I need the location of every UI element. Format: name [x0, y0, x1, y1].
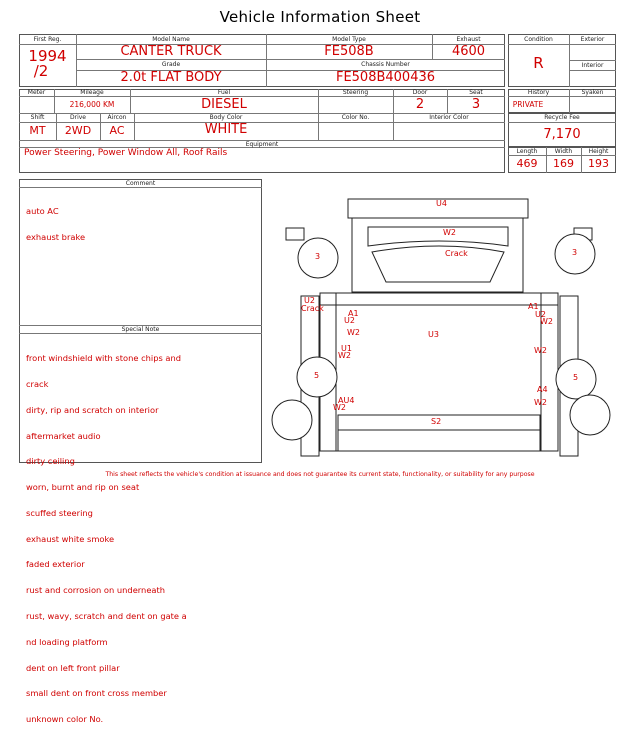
comment-line: exhaust brake [26, 231, 86, 242]
damage-u2-right: U2 [535, 310, 546, 319]
body-color-value: WHITE [204, 122, 248, 137]
left-mirror [286, 228, 304, 240]
special-note-label: Special Note [121, 326, 160, 333]
height-value: 193 [588, 157, 609, 170]
truck-damage-diagram [270, 180, 630, 470]
damage-au4-left: AU4 [338, 396, 355, 405]
model-name-label: Model Name [152, 36, 190, 43]
seat-value: 3 [471, 97, 481, 112]
comment-label: Comment [125, 180, 156, 187]
fuel-label: Fuel [217, 89, 231, 96]
disclaimer: This sheet reflects the vehicle's condition at issuance and does not guarantee its current state, functionality, or suitability for any purpose [105, 471, 535, 478]
damage-a4-right: A4 [537, 385, 548, 394]
exhaust-label: Exhaust [456, 36, 481, 43]
special-note-line: worn, burnt and rip on seat [26, 482, 140, 493]
damage-tire-rl: 5 [314, 371, 320, 380]
special-note-line: nd loading platform [26, 636, 108, 647]
exhaust-value: 4600 [451, 44, 486, 59]
damage-u2-left-edge: U2 [304, 296, 315, 305]
damage-w2-right-lower: W2 [534, 398, 547, 407]
condition-label: Condition [524, 36, 553, 43]
damage-w2-left-upper: W2 [347, 328, 360, 337]
history-value: PRIVATE [512, 100, 544, 109]
damage-tire-rr: 5 [573, 373, 579, 382]
mileage-value: 216,000 KM [69, 100, 115, 109]
first-reg-label: First Reg. [33, 36, 62, 43]
drive-value: 2WD [64, 124, 92, 137]
body-color-label: Body Color [209, 114, 243, 121]
grade-label: Grade [161, 61, 181, 68]
damage-u2-left: U2 [344, 316, 355, 325]
damage-s2-rear: S2 [431, 417, 442, 426]
comment-list [26, 190, 85, 250]
seat-label: Seat [469, 89, 483, 96]
damage-w2-left-lower: W2 [333, 403, 346, 412]
special-note-line: small dent on front cross member [26, 688, 167, 699]
recycle-fee-label: Recycle Fee [544, 114, 580, 121]
length-value: 469 [516, 157, 538, 170]
color-no-label: Color No. [341, 114, 370, 121]
width-label: Width [554, 148, 573, 155]
damage-u3-center: U3 [428, 330, 439, 339]
damage-a1-left: A1 [348, 309, 359, 318]
shift-label: Shift [30, 114, 45, 121]
chassis-number-value: FE508B400436 [335, 70, 436, 85]
special-note-line: dirty ceiling [26, 456, 75, 467]
special-note-line: front windshield with stone chips and [26, 353, 182, 364]
damage-w2-right-upper: W2 [540, 317, 553, 326]
special-note-list [26, 337, 187, 732]
model-type-label: Model Type [332, 36, 366, 43]
damage-w2-windshield: W2 [443, 228, 456, 237]
aircon-value: AC [109, 124, 125, 137]
width-value: 169 [553, 157, 574, 170]
model-name-value: CANTER TRUCK [120, 44, 222, 59]
steering-label: Steering [342, 89, 369, 96]
tire-rear-left-2 [272, 400, 312, 440]
meter-label: Meter [27, 89, 46, 96]
special-note-line: faded exterior [26, 559, 85, 570]
cab-roof [372, 246, 504, 282]
condition-value: R [533, 54, 544, 72]
equipment-label: Equipment [245, 141, 279, 148]
special-note-line: exhaust white smoke [26, 533, 115, 544]
door-value: 2 [415, 97, 425, 112]
first-reg-month: /2 [33, 62, 49, 80]
recycle-fee-value: 7,170 [543, 127, 581, 142]
tire-rear-right-2 [570, 395, 610, 435]
damage-w2-right-mid: W2 [534, 346, 547, 355]
model-type-value: FE508B [324, 44, 374, 59]
damage-w2-left-mid: W2 [338, 351, 351, 360]
damage-crack: Crack [445, 249, 468, 258]
chassis-number-label: Chassis Number [361, 61, 410, 68]
cab-outline [352, 218, 523, 292]
grade-value: 2.0t FLAT BODY [120, 70, 222, 85]
drive-label: Drive [70, 114, 86, 121]
special-note-line: rust and corrosion on underneath [26, 585, 166, 596]
special-note-line: dent on left front pillar [26, 662, 120, 673]
first-reg-year: 1994 [28, 47, 67, 65]
exterior-label: Exterior [580, 36, 605, 43]
comment-line: auto AC [26, 206, 59, 217]
special-note-line: aftermarket audio [26, 430, 101, 441]
special-note-line: scuffed steering [26, 507, 93, 518]
history-label: History [527, 89, 550, 96]
damage-u1-left: U1 [341, 344, 352, 353]
damage-a1-right: A1 [528, 302, 539, 311]
windshield [368, 227, 508, 246]
equipment-value: Power Steering, Power Window All, Roof Rails [24, 148, 228, 158]
damage-tire-fr: 3 [572, 248, 578, 257]
door-label: Door [412, 89, 428, 96]
interior-label: Interior [581, 62, 604, 69]
special-note-line: dirty, rip and scratch on interior [26, 404, 159, 415]
special-note-line: crack [26, 378, 49, 389]
mileage-label: Mileage [80, 89, 104, 96]
damage-tire-fl: 3 [315, 252, 321, 261]
special-note-line: unknown color No. [26, 714, 104, 725]
length-label: Length [516, 148, 538, 155]
special-note-line: rust, wavy, scratch and dent on gate a [26, 611, 187, 621]
syaken-label: Syaken [581, 89, 604, 96]
fuel-value: DIESEL [201, 97, 247, 112]
interior-color-label: Interior Color [429, 114, 469, 121]
damage-crack-left-edge: Crack [301, 304, 324, 313]
shift-value: MT [29, 124, 46, 137]
damage-u4: U4 [436, 199, 447, 208]
height-label: Height [588, 148, 609, 155]
page-title: Vehicle Information Sheet [219, 8, 421, 26]
aircon-label: Aircon [107, 114, 127, 121]
